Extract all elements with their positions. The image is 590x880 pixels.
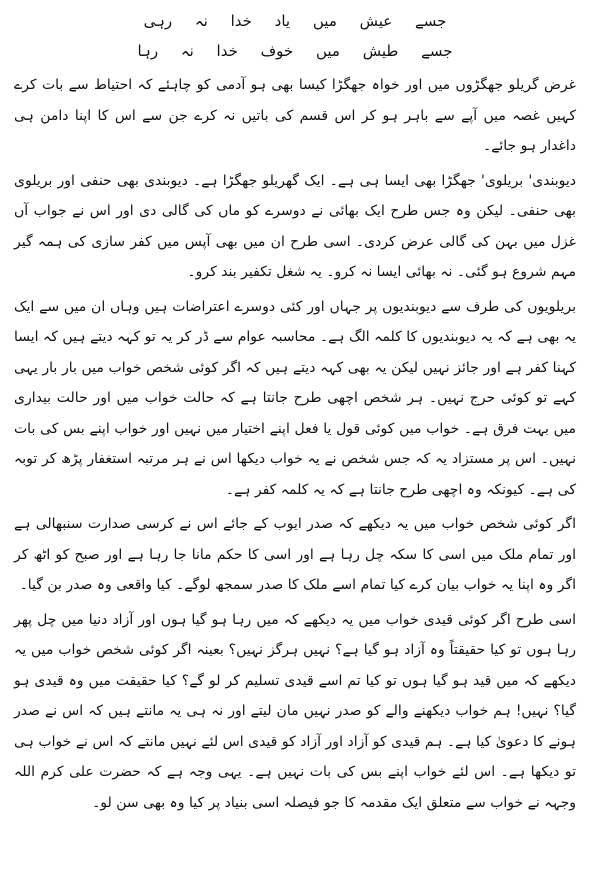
paragraph-5: اسی طرح اگر کوئی قیدی خواب میں یہ دیکھے کہ میں رہا ہو گیا ہوں اور آزاد دنیا میں چل پھر رہا ہوں تو کیا حقیقتاً وہ آزاد ہو گیا ہے؟ نہیں ہرگز نہیں؟ بعینہ اگر کوئی شخص خواب میں یہ دیکھے کہ میں قید ہو گیا ہوں تو کیا تم اسے قیدی تسلیم کر لو گے؟ کیا حقیقت میں وہ قیدی ہو گیا؟ نہیں! ہم خواب دیکھنے والے کو صدر نہیں مان لیتے اور نہ ہی یہ مانتے ہیں کہ اس نے صدر ہونے کا دعویٰ کیا ہے۔ ہم قیدی کو آزاد اور آزاد کو قیدی اس لئے نہیں مانتے کہ اس نے خواب ہی تو دیکھا ہے۔ اس لئے خواب اپنے بس کی بات نہیں ہے۔ یہی وجہ ہے کہ حضرت علی کرم اللہ وجہہ نے خواب سے متعلق ایک مقدمہ کا جو فیصلہ اسی بنیاد پر کیا وہ بھی سن لو۔ xyxy=(14,611,576,811)
paragraph-2: دیوبندی' بریلوی' جھگڑا بھی ایسا ہی ہے۔ ایک گھریلو جھگڑا ہے۔ دیوبندی بھی حنفی اور بریلوی بھی حنفی۔ لیکن وہ جس طرح ایک بھائی نے دوسرے کو ماں کی گالی دی اور اس نے جواب آں غزل میں بہن کی گالی عرض کردی۔ اسی طرح ان میں بھی آپس میں کفر سازی کی ہمہ گیر مہم شروع ہو گئی۔ نہ بھائی ایسا نہ کرو۔ یہ شغل تکفیر بند کرو۔ xyxy=(14,172,576,280)
couplet-line-2: جسے طیش میں خوف خدا نہ رہا xyxy=(137,42,453,60)
paragraph-3: بریلویوں کی طرف سے دیوبندیوں پر جہاں اور کئی دوسرے اعتراضات ہیں وہاں ان میں سے ایک یہ بھی ہے کہ یہ دیوبندیوں کا کلمہ الگ ہے۔ محاسبہ عوام سے ڈر کر یہ تو کہہ دیتے ہیں کہ ایسا کہنا کفر ہے اور جائز نہیں لیکن یہ بھی کہہ دیتے ہیں کہ اگر کوئی شخص خواب میں بار بار یہی کہے تو کوئی حرج نہیں۔ ہر شخص اچھی طرح جانتا ہے کہ حالت خواب میں اور حالت بیداری میں بہت فرق ہے۔ خواب میں کوئی قول یا فعل اپنے اختیار میں نہیں اور خواب اپنے بس کی بات نہیں۔ اس پر مستزاد یہ کہ جس شخص نے یہ خواب دیکھا اس نے ہر مرتبہ استغفار پڑھ کر توبہ کی ہے۔ کیونکہ وہ اچھی طرح جانتا ہے کہ یہ کلمہ کفر ہے۔ xyxy=(14,298,576,498)
paragraph-4: اگر کوئی شخص خواب میں یہ دیکھے کہ صدر ایوب کے جائے اس نے کرسی صدارت سنبھالی ہے اور تمام ملک میں اسی کا سکہ چل رہا ہے اور اسی کا حکم مانا جا رہا ہے اور صبح کو اٹھ کر اگر وہ اپنا یہ خواب بیان کرے کیا تمام اسے ملک کا صدر سمجھ لوگے۔ کیا واقعی وہ صدر بن گیا۔ xyxy=(14,516,576,593)
couplet-line-1: جسے عیش میں یاد خدا نہ رہی xyxy=(143,12,447,30)
paragraph-1: غرض گریلو جھگڑوں میں اور خواہ جھگڑا کیسا بھی ہو آدمی کو چاہئے کہ احتیاط سے بات کرے کہیں غصہ میں آپے سے باہر ہو کر اس قسم کی باتیں نہ کرے جن سے اس کا اپنا دامن ہی داغدار ہو جائے۔ xyxy=(14,77,576,154)
opening-couplet xyxy=(14,6,576,66)
